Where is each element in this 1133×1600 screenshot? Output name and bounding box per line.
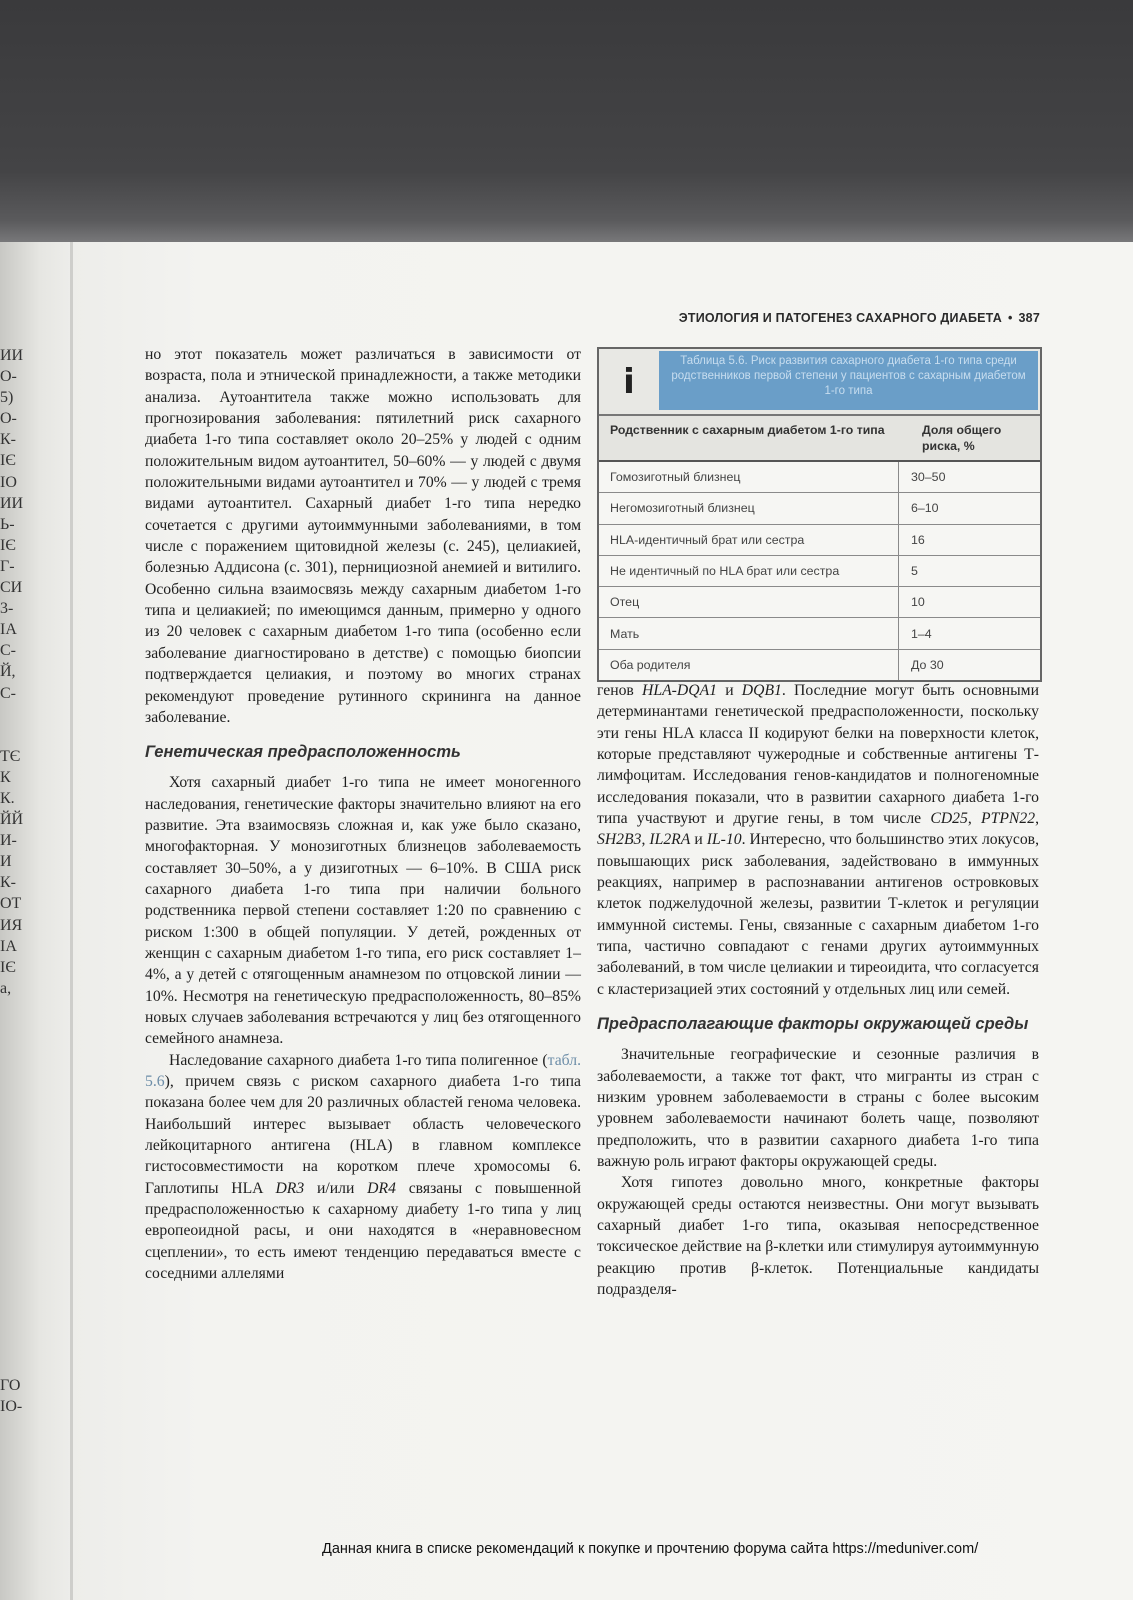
table-header [599,349,1040,414]
section-heading-environment: Предрасполагающие факторы окружающей среды [597,1015,1029,1034]
edge-fragment: ІА [0,937,17,955]
footer-note: Данная книга в списке рекомендаций к покупке и прочтению форума сайта https://meduniver.com/ [322,1541,979,1557]
table-column-headers [599,414,1040,462]
table-row [599,462,1040,493]
table-row [599,618,1040,649]
edge-fragment: ІЄ [0,958,16,976]
paragraph: Значительные географические и сезонные различия в заболеваемости, а также тот факт, что мигранты из стран с низким уровнем заболеваемости в страны с более высоким уровнем заболеваемости начинают болеть чаще, позволяют предположить, что в развитии сахарного диабета 1-го типа важную роль играют факторы окружающей среды. [597,1046,1039,1170]
edge-fragment: О- [0,410,17,428]
edge-fragment: Г- [0,557,15,575]
paragraph: Хотя сахарный диабет 1-го типа не имеет моногенного наследования, генетические факторы значительно влияют на его развитие. Эта взаимосвязь сложная и, как уже было сказано, многофакторная. У монозиготных близнецов заболеваемость составляет 30–50%, а у дизиготных — 6–10%. В США риск сахарного диабета 1-го типа при наличии больного родственника первой степени составляет 1:20 по сравнению с риском 1:300 в общей популяции. У детей, рожденных от женщин с сахарным диабетом 1-го типа, его риск составляет 1–4%, а у детей с отягощенным анамнезом по отцовской линии — 10%. Несмотря на генетическую предрасположенность, 80–85% новых случаев заболевания встречаются у лиц без отягощенного семейного анамнеза. [145,774,581,1048]
edge-fragment: К- [0,431,16,449]
running-title: ЭТИОЛОГИЯ И ПАТОГЕНЕЗ САХАРНОГО ДИАБЕТА [678,311,1002,325]
table-cell-relative: HLA-идентичный брат или сестра [599,525,899,555]
edge-fragment: С- [0,642,16,660]
table-row [599,493,1040,524]
edge-fragment: И- [0,832,17,850]
edge-fragment: ГО [0,1377,21,1394]
info-icon: i [623,361,635,402]
edge-fragment: ІЄ [0,536,16,554]
edge-fragment: ІА [0,621,17,639]
table-cell-risk: 16 [911,532,925,547]
left-column [145,344,581,1284]
edge-fragment: ТЄ [0,747,21,765]
table-cell-risk: 6–10 [911,501,939,516]
edge-fragment: ІО- [0,1398,23,1416]
edge-fragment: ИЯ [0,916,23,934]
left-page-edge-fragments [0,345,40,1416]
gutter-line [70,242,73,1600]
edge-fragment: Ь- [0,515,15,533]
column-header-risk: Доля общего риска, % [922,423,1002,453]
edge-fragment: К- [0,874,16,892]
column-header-relative: Родственник с сахарным диабетом 1-го типа [610,423,885,437]
paragraph: Хотя гипотез довольно много, конкретные факторы окружающей среды остаются неизвестны. Они могут вызывать сахарный диабет 1-го типа, оказывая непосредственное токсическое действие на β-клетки или стимулируя аутоиммунную реакцию против β-клеток. Потенциальные кандидаты подразделя- [597,1174,1039,1298]
table-row [599,556,1040,587]
table-cell-relative: Мать [599,618,899,648]
table-cell-risk: 5 [911,564,918,579]
edge-fragment: ІО [0,473,17,491]
table-cell-relative: Негомозиготный близнец [599,493,899,523]
table-cell-relative: Гомозиготный близнец [599,462,899,492]
table-cell-relative: Отец [599,587,899,617]
table-cell-relative: Оба родителя [599,650,899,680]
table-cell-risk: 1–4 [911,626,932,641]
risk-table [597,347,1042,682]
edge-fragment: К. [0,789,15,807]
right-column [597,680,1039,1300]
table-row [599,650,1040,680]
paragraph: генов HLA-DQA1 и DQB1. Последние могут быть основными детерминантами генетической предрасположенности, поскольку эти гены HLA класса II кодируют белки на поверхности клеток, которые представляют чужеродные и собственные антигены Т-лимфоцитам. Исследования генов-кандидатов и полногеномные исследования показали, что в развитии сахарного диабета 1-го типа участвуют и другие гены, в том числе CD25, PTPN22, SH2B3, IL2RA и IL-10. Интересно, что большинство этих локусов, повышающих риск заболевания, задействовано в иммунных реакциях, например в распознавании антигенов островковых клеток поджелудочной железы, развитии Т-клеток и регуляции иммунной системы. Гены, связанные с сахарным диабетом 1-го типа, частично совпадают с генами других аутоиммунных заболеваний, в том числе целиакии и тиреоидита, что согласуется с кластеризацией этих состояний у отдельных лиц или семей. [597,682,1040,998]
paragraph: Наследование сахарного диабета 1-го типа полигенное (табл. 5.6), причем связь с риском сахарного диабета 1-го типа показана более чем для 20 различных областей генома человека. Наибольший интерес вызывает область человеческого лейкоцитарного антигена (HLA) в главном комплексе гистосовместимости на коротком плече хромосомы 6. Гаплотипы HLA DR3 и/или DR4 связаны с повышенной предрасположенностью к сахарному диабету 1-го типа у лиц европеоидной расы, и они находятся в «неравновесном сцеплении», то есть имеют тенденцию передаваться вместе с соседними аллелями [145,1051,581,1283]
header-separator: • [1007,311,1013,325]
paragraph: но этот показатель может различаться в зависимости от возраста, пола и этнической принадлежности, а также методики анализа. Аутоантитела также можно использовать для прогнозирования заболевания: пятилетний риск сахарного диабета 1-го типа составляет около 20–25% у людей с одним положительным видом аутоантител, 50–60% — у людей с двумя положительными видами аутоантител и 70% — у людей с тремя видами аутоантител. Сахарный диабет 1-го типа нередко сочетается с другими аутоиммунными заболеваниями, в том числе с поражением щитовидной железы (с. 245), целиакией, болезнью Аддисона (с. 301), пернициозной анемией и витилиго. Особенно сильна взаимосвязь между сахарным диабетом 1-го типа и целиакией; по имеющимся данным, примерно у одного из 20 человек с сахарным диабетом 1-го типа (особенно если заболевание диагностировано в детстве) с помощью биопсии подтверждается целиакия, и поэтому во многих странах рекомендуют проведение рутинного скрининга на данное заболевание. [145,346,581,726]
edge-fragment [0,704,40,725]
edge-fragment: ЙЙ [0,811,24,829]
edge-fragment: И [0,853,12,871]
edge-fragments-bottom [0,1375,23,1416]
table-row [599,525,1040,556]
scan-top-shadow [0,0,1133,245]
table-body [599,462,1040,680]
edge-fragment: С- [0,684,16,702]
table-cell-risk: До 30 [911,657,944,672]
edge-fragment: ОТ [0,895,22,913]
table-cell-relative: Не идентичный по HLA брат или сестра [599,556,899,586]
table-reference-link[interactable]: табл. 5.6 [145,1051,581,1090]
edge-fragment: ИИ [0,347,24,364]
edge-fragment: О- [0,368,17,386]
edge-fragment: 5) [0,389,14,407]
table-cell-risk: 30–50 [911,470,946,485]
edge-fragment: К [0,768,11,786]
page-number: 387 [1018,311,1040,325]
edge-fragment: ИИ [0,494,24,512]
table-row [599,587,1040,618]
edge-fragment: ІЄ [0,452,16,470]
table-caption: Таблица 5.6. Риск развития сахарного диабета 1-го типа среди родственников первой степени у пациентов с сахарным диабетом 1-го типа [659,351,1038,410]
edge-fragment: Й, [0,663,16,681]
edge-fragment: 3- [0,600,14,618]
table-cell-risk: 10 [911,595,925,610]
edge-fragment: а, [0,979,12,997]
section-heading-genetic: Генетическая предрасположенность [145,743,461,762]
edge-fragment [0,725,40,746]
running-header [679,311,1040,325]
edge-fragment: СИ [0,579,23,597]
